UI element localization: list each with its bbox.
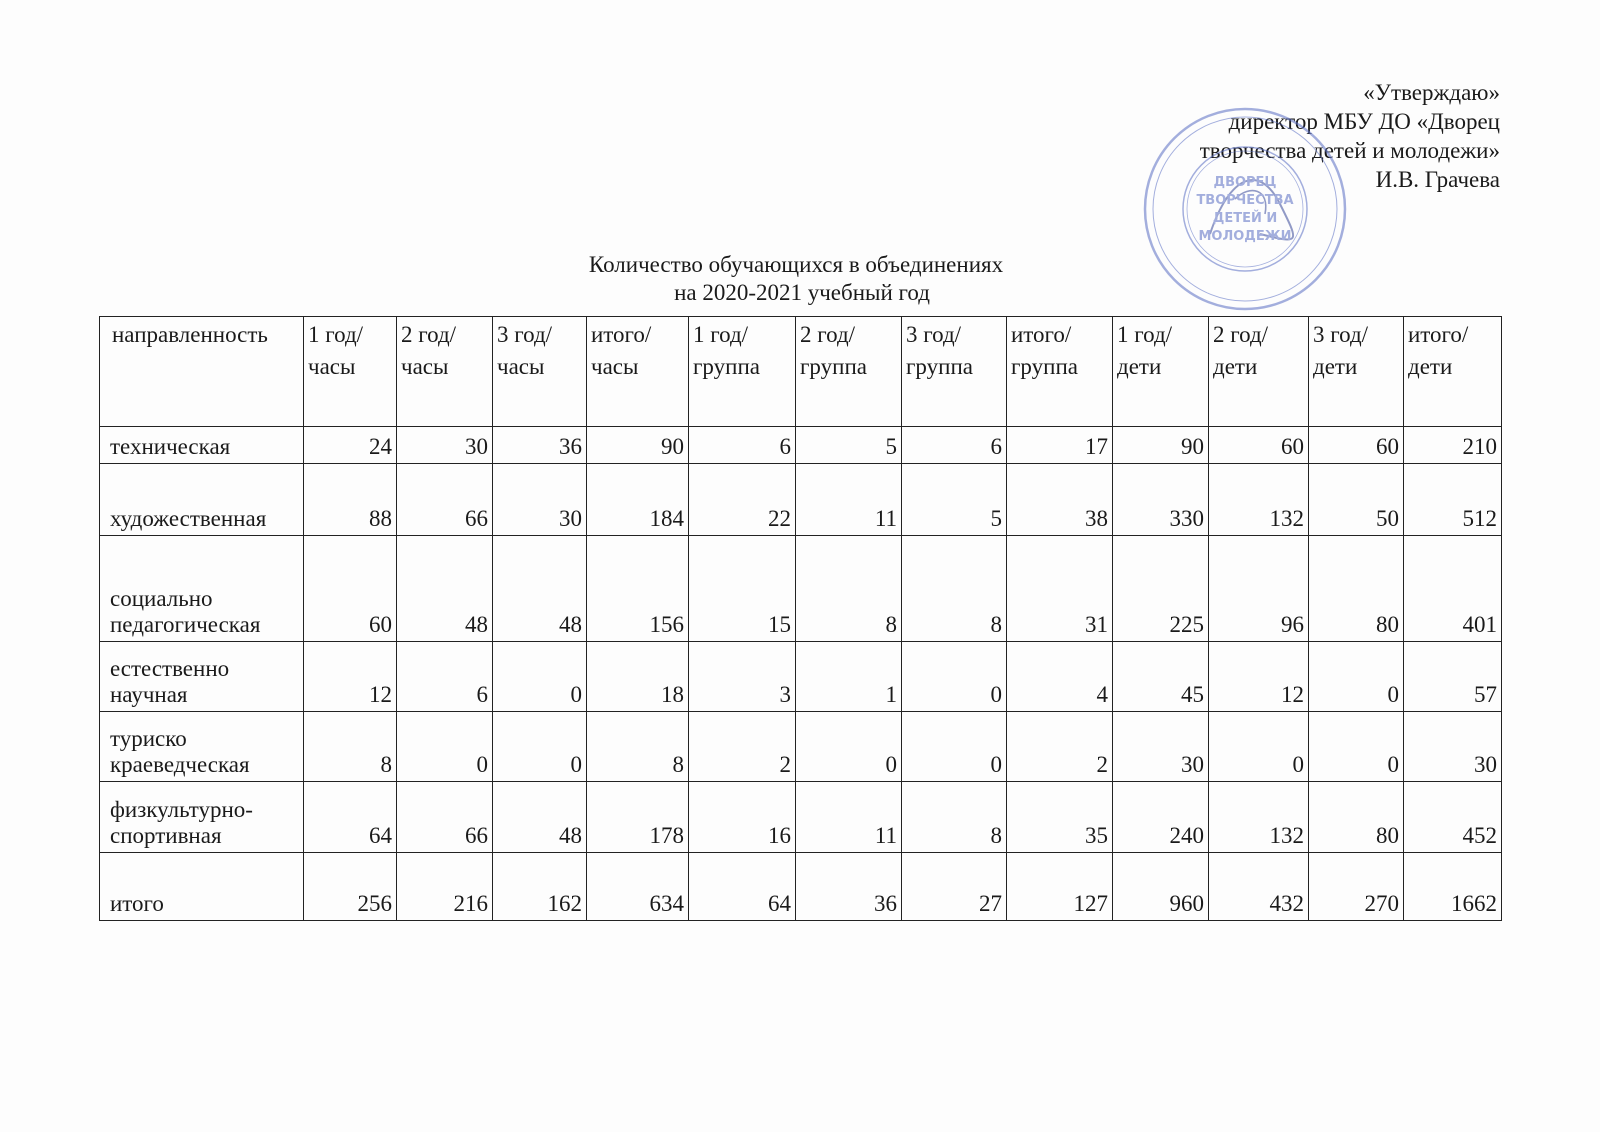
table-cell: 1: [796, 642, 902, 712]
table-cell: 60: [304, 536, 397, 642]
header-cell: 3 год/ часы: [493, 317, 587, 427]
table-cell: 6: [902, 427, 1007, 464]
header-cell: итого/ дети: [1404, 317, 1502, 427]
table-cell: 45: [1113, 642, 1209, 712]
row-label: итого: [100, 853, 304, 921]
table-cell: 132: [1209, 464, 1309, 536]
table-cell: 330: [1113, 464, 1209, 536]
table-cell: 634: [587, 853, 689, 921]
document-title: [0, 251, 1600, 307]
table-cell: 8: [304, 712, 397, 782]
table-cell: 60: [1309, 427, 1404, 464]
row-label: художественная: [100, 464, 304, 536]
table-cell: 216: [397, 853, 493, 921]
table-cell: 66: [397, 464, 493, 536]
table-cell: 66: [397, 782, 493, 853]
table-cell: 432: [1209, 853, 1309, 921]
stamp-text-top: ДВОРЕЦ: [1213, 175, 1277, 190]
table-cell: 0: [493, 712, 587, 782]
table-cell: 48: [397, 536, 493, 642]
table-cell: 156: [587, 536, 689, 642]
row-label: физкультурно- спортивная: [100, 782, 304, 853]
row-label: техническая: [100, 427, 304, 464]
table-cell: 80: [1309, 536, 1404, 642]
title-line-1: Количество обучающихся в объединениях: [588, 252, 1004, 277]
table-cell: 11: [796, 464, 902, 536]
table-row: [100, 427, 1502, 464]
table-cell: 210: [1404, 427, 1502, 464]
table-cell: 0: [1309, 712, 1404, 782]
table-cell: 48: [493, 536, 587, 642]
header-cell: итого/ группа: [1007, 317, 1113, 427]
table-cell: 90: [587, 427, 689, 464]
table-cell: 31: [1007, 536, 1113, 642]
table-cell: 90: [1113, 427, 1209, 464]
table-cell: 960: [1113, 853, 1209, 921]
table-header-row: [100, 317, 1502, 427]
header-cell: 1 год/ часы: [304, 317, 397, 427]
table-cell: 162: [493, 853, 587, 921]
header-cell: 1 год/ группа: [689, 317, 796, 427]
table-cell: 88: [304, 464, 397, 536]
table-cell: 270: [1309, 853, 1404, 921]
table-cell: 35: [1007, 782, 1113, 853]
table-cell: 24: [304, 427, 397, 464]
table-cell: 30: [1404, 712, 1502, 782]
row-label: туриско краеведческая: [100, 712, 304, 782]
table-cell: 18: [587, 642, 689, 712]
table-cell: 64: [689, 853, 796, 921]
table-cell: 8: [796, 536, 902, 642]
table-cell: 96: [1209, 536, 1309, 642]
table-cell: 0: [493, 642, 587, 712]
students-table: [99, 316, 1502, 921]
header-cell: 3 год/ группа: [902, 317, 1007, 427]
approval-line-3: творчества детей и молодежи»: [1199, 138, 1500, 163]
table-cell: 6: [689, 427, 796, 464]
table-cell: 2: [689, 712, 796, 782]
table-cell: 3: [689, 642, 796, 712]
header-cell: 1 год/ дети: [1113, 317, 1209, 427]
approval-block: [1200, 78, 1500, 194]
table-cell: 27: [902, 853, 1007, 921]
table-cell: 22: [689, 464, 796, 536]
approval-line-1: «Утверждаю»: [1363, 80, 1500, 105]
row-label: естественно научная: [100, 642, 304, 712]
table-cell: 184: [587, 464, 689, 536]
table-cell: 178: [587, 782, 689, 853]
table-row-total: [100, 853, 1502, 921]
table-cell: 5: [902, 464, 1007, 536]
header-cell: 3 год/ дети: [1309, 317, 1404, 427]
table-row: [100, 464, 1502, 536]
table-cell: 5: [796, 427, 902, 464]
table-cell: 132: [1209, 782, 1309, 853]
table-cell: 512: [1404, 464, 1502, 536]
table-cell: 0: [902, 642, 1007, 712]
table-cell: 0: [1209, 712, 1309, 782]
table-cell: 8: [902, 782, 1007, 853]
table-cell: 0: [1309, 642, 1404, 712]
table-cell: 401: [1404, 536, 1502, 642]
table-cell: 8: [902, 536, 1007, 642]
table-cell: 50: [1309, 464, 1404, 536]
stamp-text-mid: ТВОРЧЕСТВА: [1196, 193, 1294, 208]
approval-line-4: И.В. Грачева: [1375, 167, 1500, 192]
table-cell: 225: [1113, 536, 1209, 642]
header-cell: 2 год/ часы: [397, 317, 493, 427]
table-cell: 30: [1113, 712, 1209, 782]
table-cell: 30: [397, 427, 493, 464]
table-cell: 57: [1404, 642, 1502, 712]
table-cell: 12: [304, 642, 397, 712]
table-cell: 452: [1404, 782, 1502, 853]
table-row: [100, 782, 1502, 853]
table-cell: 60: [1209, 427, 1309, 464]
table-row: [100, 642, 1502, 712]
title-line-2: на 2020-2021 учебный год: [674, 280, 930, 305]
header-cell: направленность: [100, 317, 304, 427]
table-cell: 36: [796, 853, 902, 921]
table-cell: 30: [493, 464, 587, 536]
table-cell: 0: [796, 712, 902, 782]
table-cell: 1662: [1404, 853, 1502, 921]
row-label: социально педагогическая: [100, 536, 304, 642]
table-cell: 0: [902, 712, 1007, 782]
header-cell: 2 год/ дети: [1209, 317, 1309, 427]
table-cell: 4: [1007, 642, 1113, 712]
table-cell: 6: [397, 642, 493, 712]
table-cell: 80: [1309, 782, 1404, 853]
header-cell: итого/ часы: [587, 317, 689, 427]
table-cell: 256: [304, 853, 397, 921]
table-cell: 38: [1007, 464, 1113, 536]
table-cell: 12: [1209, 642, 1309, 712]
stamp-text-mid2: ДЕТЕЙ И: [1212, 211, 1278, 226]
header-cell: 2 год/ группа: [796, 317, 902, 427]
table-cell: 15: [689, 536, 796, 642]
table-cell: 8: [587, 712, 689, 782]
table-cell: 127: [1007, 853, 1113, 921]
table-cell: 16: [689, 782, 796, 853]
table-cell: 36: [493, 427, 587, 464]
table-cell: 17: [1007, 427, 1113, 464]
table-cell: 64: [304, 782, 397, 853]
table-cell: 2: [1007, 712, 1113, 782]
table-cell: 240: [1113, 782, 1209, 853]
table-cell: 11: [796, 782, 902, 853]
table-cell: 48: [493, 782, 587, 853]
stamp-text-bottom: МОЛОДЕЖИ: [1198, 229, 1292, 244]
table-row: [100, 536, 1502, 642]
table-cell: 0: [397, 712, 493, 782]
table-row: [100, 712, 1502, 782]
approval-line-2: директор МБУ ДО «Дворец: [1228, 109, 1500, 134]
